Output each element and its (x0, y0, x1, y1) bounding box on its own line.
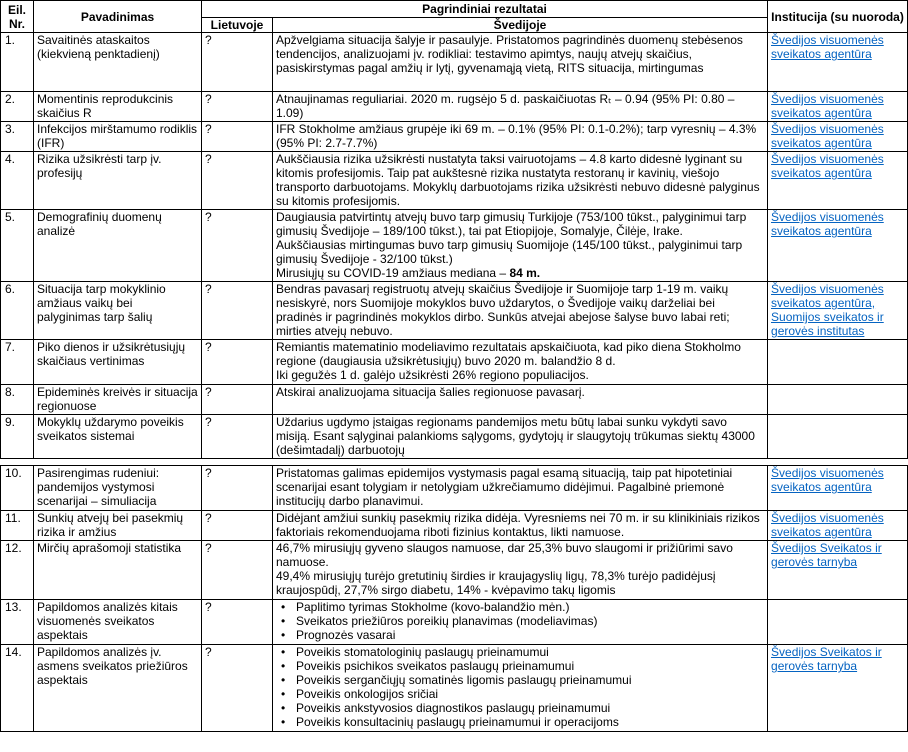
bullet-item: • Prognozės vasarai (296, 628, 764, 642)
institution-cell (768, 466, 908, 511)
bullet-item: • Poveikis onkologijos sričiai (296, 687, 764, 701)
table-row (1, 92, 908, 122)
lithuania-value: ? (202, 415, 273, 459)
row-title: Mokyklų uždarymo poveikis sveikatos sistemai (34, 415, 202, 459)
row-number: 7. (1, 340, 34, 385)
bullet-item: • Poveikis psichikos sveikatos paslaugų prieinamumui (296, 659, 764, 673)
section-separator (1, 459, 908, 466)
institution-cell (768, 511, 908, 541)
result-line: Remiantis matematinio modeliavimo rezultatais apskaičiuota, kad piko diena Stokholmo regione (daugiausia užsikrėtusiųjų) buvo 2020 m. balandžio 8 d. (276, 340, 741, 368)
lithuania-value: ? (202, 122, 273, 152)
table-row (1, 511, 908, 541)
lithuania-value: ? (202, 600, 273, 645)
row-title: Rizika užsikrėsti tarp įv. profesijų (34, 152, 202, 210)
result-line: Iki gegužės 1 d. galėjo užsikrėsti 26% regiono populiacijos. (276, 368, 589, 382)
institution-link[interactable]: Švedijos visuomenės sveikatos agentūra (771, 92, 884, 120)
row-number: 14. (1, 645, 34, 732)
table-row (1, 645, 908, 732)
lithuania-value: ? (202, 33, 273, 92)
table-row (1, 152, 908, 210)
row-number: 1. (1, 33, 34, 92)
institution-link[interactable]: Švedijos visuomenės sveikatos agentūra (771, 210, 884, 238)
bullet-item: • Poveikis stomatologinių paslaugų prieinamumui (296, 645, 764, 659)
row-title: Infekcijos mirštamumo rodiklis (IFR) (34, 122, 202, 152)
sweden-result: Didėjant amžiui sunkių pasekmių rizika didėja. Vyresniems nei 70 m. ir su klinikiniais rizikos faktoriais rekomenduojama riboti fizinius kontaktus, likti namuose. (273, 511, 768, 541)
bullet-list (276, 600, 764, 642)
institution-cell (768, 282, 908, 340)
lithuania-value: ? (202, 282, 273, 340)
sweden-result (273, 600, 768, 645)
sweden-result: IFR Stokholme amžiaus grupėje iki 69 m. – 0.1% (95% PI: 0.1-0.2%); tarp vyresnių – 4.3% (95% PI: 2.7-7.7%) (273, 122, 768, 152)
row-title: Situacija tarp mokyklinio amžiaus vaikų bei palyginimas tarp šalių (34, 282, 202, 340)
bullet-item: • Paplitimo tyrimas Stokholme (kovo-balandžio mėn.) (296, 600, 764, 614)
row-title: Sunkių atvejų bei pasekmių rizika ir amžius (34, 511, 202, 541)
row-title: Pasirengimas rudeniui: pandemijos vystymosi scenarijai – simuliacija (34, 466, 202, 511)
table-row (1, 600, 908, 645)
bullet-item: • Sveikatos priežiūros poreikių planavimas (modeliavimas) (296, 614, 764, 628)
result-line: 46,7% mirusiųjų gyveno slaugos namuose, dar 25,3% buvo slaugomi ir prižiūrimi savo namuose. (276, 541, 733, 569)
institution-link[interactable]: Švedijos Sveikatos ir gerovės tarnyba (771, 541, 882, 569)
lithuania-value: ? (202, 541, 273, 600)
lithuania-value: ? (202, 152, 273, 210)
sweden-result (273, 210, 768, 282)
row-title: Mirčių aprašomoji statistika (34, 541, 202, 600)
header-name: Pavadinimas (34, 1, 202, 33)
institution-cell (768, 415, 908, 459)
table-row (1, 466, 908, 511)
table-row (1, 541, 908, 600)
institution-cell (768, 385, 908, 415)
row-number: 12. (1, 541, 34, 600)
bullet-item: • Poveikis ankstyvosios diagnostikos paslaugų prieinamumui (296, 701, 764, 715)
row-title: Piko dienos ir užsikrėtusiųjų skaičiaus vertinimas (34, 340, 202, 385)
institution-cell (768, 645, 908, 732)
lithuania-value: ? (202, 340, 273, 385)
table-row (1, 282, 908, 340)
row-number: 6. (1, 282, 34, 340)
institution-cell (768, 340, 908, 385)
row-title: Demografinių duomenų analizė (34, 210, 202, 282)
row-number: 5. (1, 210, 34, 282)
institution-cell (768, 541, 908, 600)
table-row (1, 210, 908, 282)
row-number: 10. (1, 466, 34, 511)
row-number: 11. (1, 511, 34, 541)
sweden-result: Aukščiausia rizika užsikrėsti nustatyta taksi vairuotojams – 4.8 karto didesnė lyginant su kitomis profesijomis. Taip pat aukštesnė rizika nustatyta restoranų ir kavinių, viešojo transporto darbuotojams. Mokyklų darbuotojams rizika užsikrėsti nebuvo didesnė palyginus su kitomis profesijomis. (273, 152, 768, 210)
sweden-result: Atnaujinamas reguliariai. 2020 m. rugsėjo 5 d. paskaičiuotas Rₜ – 0.94 (95% PI: 0.80 – 1.09) (273, 92, 768, 122)
lithuania-value: ? (202, 511, 273, 541)
result-line: 49,4% mirusiųjų turėjo gretutinių širdies ir kraujagyslių ligų, 78,3% turėjo padidėjusį kraujospūdį, 27,7% sirgo diabetu, 14% - kvėpavimo takų ligomis (276, 569, 716, 597)
header-lithuania: Lietuvoje (202, 18, 273, 33)
lithuania-value: ? (202, 92, 273, 122)
institution-link[interactable]: Švedijos visuomenės sveikatos agentūra (771, 122, 884, 150)
header-results: Pagrindiniai rezultatai (202, 1, 768, 18)
lithuania-value: ? (202, 645, 273, 732)
result-line (276, 266, 764, 280)
row-number: 4. (1, 152, 34, 210)
result-line: Aukščiausias mirtingumas buvo tarp gimusių Suomijoje (145/100 tūkst., palyginimui tarp gimusių Švedijoje - 32/100 tūkst.) (276, 238, 743, 266)
header-nr: Eil. Nr. (1, 1, 34, 33)
row-title: Papildomos analizės įv. asmens sveikatos priežiūros aspektais (34, 645, 202, 732)
sweden-result: Apžvelgiama situacija šalyje ir pasaulyje. Pristatomos pagrindinės duomenų stebėsenos tendencijos, analizuojami įv. rodikliai: testavimo apimtys, naujų atvejų skaičius, pasiskirstymas pagal amžių ir lytį, gyvenamąją vietą, RITS situacija, mirtingumas (273, 33, 768, 92)
table-row (1, 122, 908, 152)
header-sweden: Švedijoje (273, 18, 768, 33)
sweden-result: Uždarius ugdymo įstaigas regionams pandemijos metu būtų labai sunku vykdyti savo misiją. Esant sąlyginai palankioms sąlygoms, gydytojų ir slaugytojų trūkumas siektų 43000 (dešimtadalį) darbuotojų (273, 415, 768, 459)
result-line: Daugiausia patvirtintų atvejų buvo tarp gimusių Turkijoje (753/100 tūkst., palyginimui tarp gimusių Švedijoje – 189/100 tūkst.), tai pat Etiopijoje, Somalyje, Čilėje, Irake. (276, 210, 747, 238)
table-row (1, 385, 908, 415)
institution-link[interactable]: Švedijos visuomenės sveikatos agentūra (771, 466, 884, 494)
sweden-result: Atskirai analizuojama situacija šalies regionuose pavasarį. (273, 385, 768, 415)
row-title: Epideminės kreivės ir situacija regionuose (34, 385, 202, 415)
lithuania-value: ? (202, 385, 273, 415)
institution-link[interactable]: Švedijos Sveikatos ir gerovės tarnyba (771, 645, 882, 673)
row-number: 3. (1, 122, 34, 152)
sweden-result: Bendras pavasarį registruotų atvejų skaičius Švedijoje ir Suomijoje tarp 1-19 m. vaikų nesiskyrė, nors Suomijoje mokyklos buvo uždarytos, o Švedijoje vaikų darželiai bei pradinės ir pagrindinės mokyklos dirbo. Sunkūs atvejai abejose šalyse buvo labai reti; mirties atvejų nebuvo. (273, 282, 768, 340)
row-number: 9. (1, 415, 34, 459)
institution-cell (768, 122, 908, 152)
sweden-result (273, 541, 768, 600)
table-row (1, 340, 908, 385)
row-number: 13. (1, 600, 34, 645)
lithuania-value: ? (202, 210, 273, 282)
institution-link[interactable]: Švedijos visuomenės sveikatos agentūra (771, 152, 884, 180)
institution-link[interactable]: Švedijos visuomenės sveikatos agentūra, Suomijos sveikatos ir gerovės institutas (771, 282, 884, 338)
sweden-result (273, 340, 768, 385)
institution-cell (768, 210, 908, 282)
table-row (1, 33, 908, 92)
institution-link[interactable]: Švedijos visuomenės sveikatos agentūra (771, 511, 884, 539)
institution-cell (768, 92, 908, 122)
institution-cell (768, 152, 908, 210)
row-title: Papildomos analizės kitais visuomenės sveikatos aspektais (34, 600, 202, 645)
lithuania-value: ? (202, 466, 273, 511)
row-number: 8. (1, 385, 34, 415)
bullet-list (276, 645, 764, 729)
sweden-result: Pristatomas galimas epidemijos vystymasis pagal esamą situaciją, taip pat hipotetiniai scenarijai esant tolygiam ir netolygiam užkrečiamumo didėjimui. Pagalbinė priemonė institucijų darbo planavimui. (273, 466, 768, 511)
bullet-item: • Poveikis sergančiųjų somatinės ligomis paslaugų prieinamumui (296, 673, 764, 687)
sweden-result (273, 645, 768, 732)
header-institution: Institucija (su nuoroda) (768, 1, 908, 33)
bullet-item: • Poveikis konsultacinių paslaugų prieinamumui ir operacijoms (296, 715, 764, 729)
institution-link[interactable]: Švedijos visuomenės sveikatos agentūra (771, 33, 884, 61)
row-number: 2. (1, 92, 34, 122)
median-label: Mirusiųjų su COVID-19 amžiaus mediana – (276, 266, 510, 280)
row-title: Momentinis reprodukcinis skaičius R (34, 92, 202, 122)
table-row (1, 415, 908, 459)
institution-cell (768, 33, 908, 92)
row-title: Savaitinės ataskaitos (kiekvieną penktadienį) (34, 33, 202, 92)
median-value: 84 m. (509, 266, 541, 280)
institution-cell (768, 600, 908, 645)
